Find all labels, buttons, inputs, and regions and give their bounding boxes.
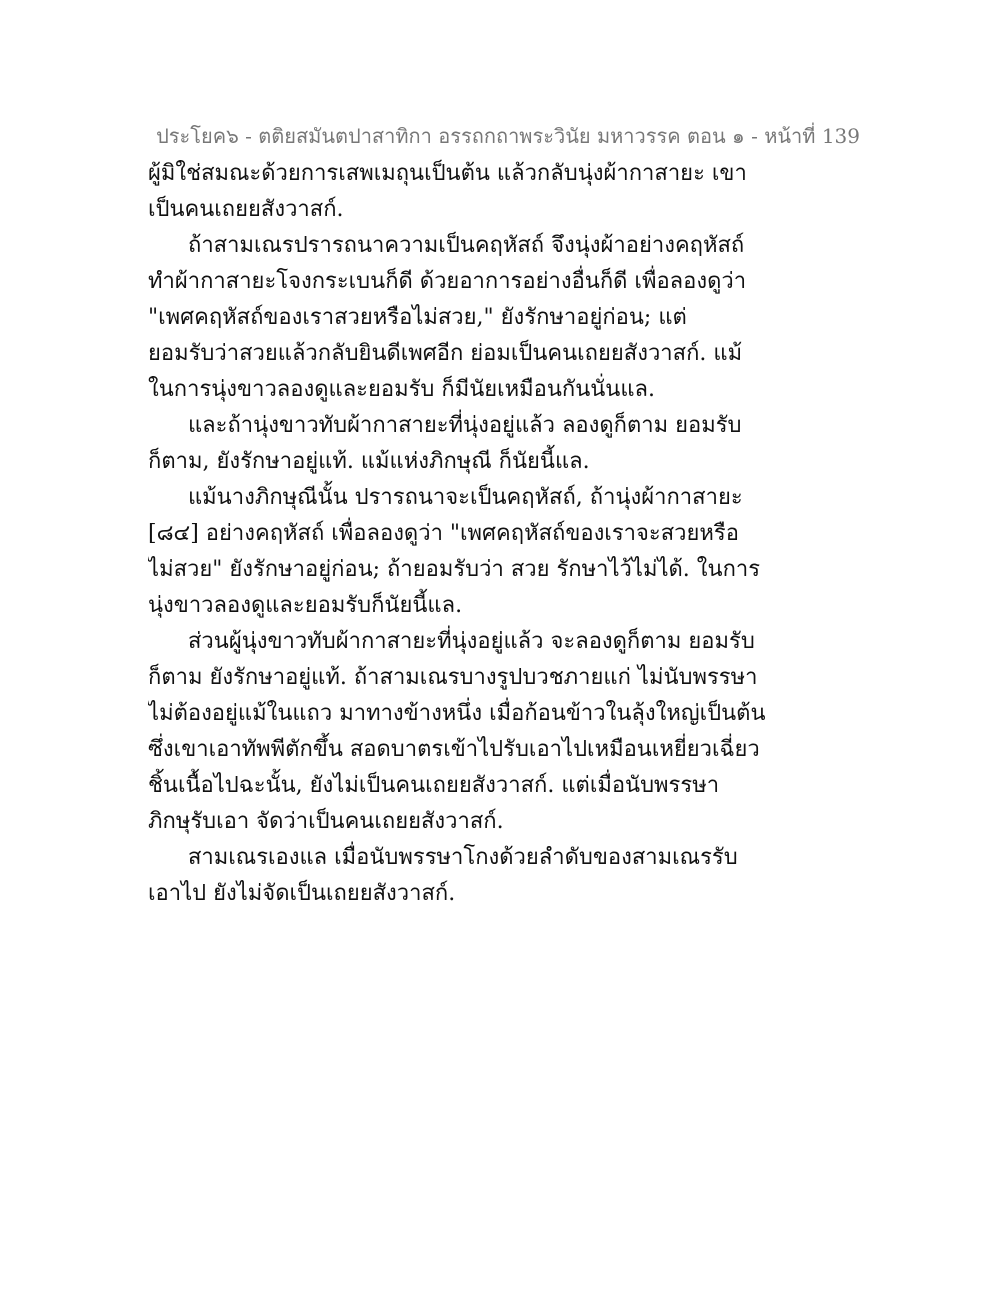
text-line: ก็ตาม ยังรักษาอยู่แท้. ถ้าสามเณรบางรูปบวชภายแก่ ไม่นับพรรษา [148,665,758,690]
text-line: สามเณรเองแล เมื่อนับพรรษาโกงด้วยลำดับของสามเณรรับ [188,845,738,870]
text-line: ซึ่งเขาเอาทัพพีตักขึ้น สอดบาตรเข้าไปรับเอาไปเหมือนเหยี่ยวเฉี่ยว [148,737,760,762]
body-text [148,156,788,912]
text-line: ภิกษุรับเอา จัดว่าเป็นคนเถยยสังวาสก์. [148,809,504,834]
text-line: และถ้านุ่งขาวทับผ้ากาสายะที่นุ่งอยู่แล้ว ลองดูก็ตาม ยอมรับ [188,413,742,438]
text-line: นุ่งขาวลองดูและยอมรับก็นัยนี้แล. [148,593,463,618]
text-line: ส่วนผู้นุ่งขาวทับผ้ากาสายะที่นุ่งอยู่แล้ว จะลองดูก็ตาม ยอมรับ [188,629,755,654]
text-line: ชิ้นเนื้อไปฉะนั้น, ยังไม่เป็นคนเถยยสังวาสก์. แต่เมื่อนับพรรษา [148,773,720,798]
text-line: ในการนุ่งขาวลองดูและยอมรับ ก็มีนัยเหมือนกันนั่นแล. [148,377,655,402]
page-header: ประโยค๖ - ตติยสมันตปาสาทิกา อรรถกถาพระวินัย มหาวรรค ตอน ๑ - หน้าที่ 139 [156,124,860,148]
text-line: ไม่ต้องอยู่แม้ในแถว มาทางข้างหนึ่ง เมื่อก้อนข้าวในลุ้งใหญ่เป็นต้น [148,701,766,726]
text-line: ถ้าสามเณรปรารถนาความเป็นคฤหัสถ์ จึงนุ่งผ้าอย่างคฤหัสถ์ [188,233,745,258]
text-line: ทำผ้ากาสายะโจงกระเบนก็ดี ด้วยอาการอย่างอื่นก็ดี เพื่อลองดูว่า [148,269,747,294]
text-line: แม้นางภิกษุณีนั้น ปรารถนาจะเป็นคฤหัสถ์, ถ้านุ่งผ้ากาสายะ [188,485,743,510]
text-line: [๘๔] อย่างคฤหัสถ์ เพื่อลองดูว่า "เพศคฤหัสถ์ของเราจะสวยหรือ [148,521,739,546]
text-line: เอาไป ยังไม่จัดเป็นเถยยสังวาสก์. [148,881,456,906]
text-line: ผู้มิใช่สมณะด้วยการเสพเมถุนเป็นต้น แล้วกลับนุ่งผ้ากาสายะ เขา [148,161,747,186]
text-line: ก็ตาม, ยังรักษาอยู่แท้. แม้แห่งภิกษุณี ก็นัยนี้แล. [148,449,590,474]
text-line: เป็นคนเถยยสังวาสก์. [148,197,344,222]
text-line: ไม่สวย" ยังรักษาอยู่ก่อน; ถ้ายอมรับว่า สวย รักษาไว้ไม่ได้. ในการ [148,557,761,582]
text-line: ยอมรับว่าสวยแล้วกลับยินดีเพศอีก ย่อมเป็นคนเถยยสังวาสก์. แม้ [148,341,743,366]
text-line: "เพศคฤหัสถ์ของเราสวยหรือไม่สวย," ยังรักษาอยู่ก่อน; แต่ [148,305,687,330]
